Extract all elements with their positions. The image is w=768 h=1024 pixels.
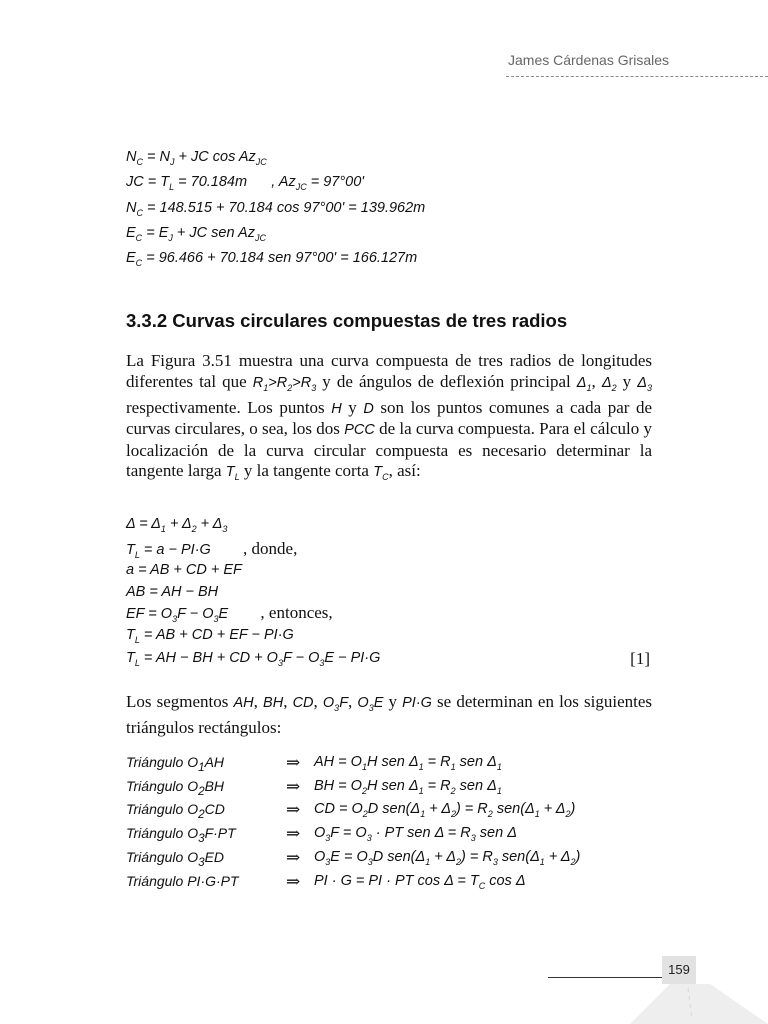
triangle-equation: PI · G = PI · PT $\cos \Delta = T_C$ cos Δ [314, 873, 526, 891]
triangle-label: Triángulo PI·G·PT [126, 873, 239, 889]
paragraph-intro: La Figura 3.51 muestra una curva compuesta de tres radios de longitudes diferentes tal que $R_1>R_2>R_3$ y de ángulos de deflexión principal $\Delta_1$, $\Delta_2$ y $\Delta_3$ respectivamente. Los puntos H y D son los puntos comunes a cada par de curvas circulares, o sea, los dos PCC de la curva compuesta. Para el cálculo y localización de la curva circular compuesta es necesario determinar la tangente larga $T_L$ y la tangente corta $T_C$, así: [126, 351, 653, 483]
equation-tl-final: $T_L$ = AH − BH + CD + $O_3F - O_3E - PI\cdot G$ [126, 650, 381, 668]
triangle-label: Triángulo $O_3F\cdot PT$ [126, 825, 236, 845]
implies-arrow-icon: ⇒ [286, 848, 301, 868]
equation-tl-def: $T_L = a - PI\cdot G$ , donde, [126, 539, 298, 560]
equation-nc-formula: $N_C = N_J$ + JC $\cos Az_{JC}$ [126, 149, 267, 167]
equation-reference-number: [1] [630, 649, 650, 668]
triangle-equation: CD = $O_2D$ $sen(\Delta_1 + \Delta_2) = R_2$ $sen(\Delta_1 + \Delta_2)$ [314, 801, 576, 819]
implies-arrow-icon: ⇒ [286, 777, 301, 797]
footer-rule [548, 977, 662, 978]
triangle-row [126, 849, 686, 871]
equation-a-def: a = AB + CD + EF [126, 562, 242, 578]
header-author: James Cárdenas Grisales [508, 52, 670, 68]
header-dashed-rule [506, 76, 768, 77]
triangle-row [126, 778, 686, 800]
equation-ab-def: AB = AH − BH [126, 584, 219, 600]
triangle-row [126, 754, 686, 776]
triangle-equation: BH = $O_2H$ sen $\Delta_1 = R_2$ sen $\Delta_1$ [314, 778, 502, 796]
page-number: 159 [668, 962, 690, 977]
implies-arrow-icon: ⇒ [286, 824, 301, 844]
triangle-equation: AH = $O_1H$ sen $\Delta_1 = R_1$ sen $\Delta_1$ [314, 754, 502, 772]
implies-arrow-icon: ⇒ [286, 872, 301, 892]
equation-jc-value: JC = $T_L = 70.184m$ , $Az_{JC} = 97^\circ 00'$ [126, 174, 365, 192]
equation-nc-value: $N_C = 148.515 + 70.184$ cos 97°00' = 139.962m [126, 200, 426, 218]
triangle-row [126, 825, 686, 847]
triangle-label: Triángulo $O_1AH$ [126, 754, 225, 774]
triangle-label: Triángulo $O_3ED$ [126, 849, 225, 869]
equation-tl-expanded: $T_L$ = AB + CD + EF − PI·G [126, 627, 294, 645]
triangle-equation: $O_3F = O_3$ · PT sen $\Delta = R_3$ sen Δ [314, 825, 517, 843]
triangle-row [126, 873, 686, 895]
triangle-row [126, 801, 686, 823]
paragraph-segments: Los segmentos AH, BH, CD, $O_3F$, $O_3E$ y PI·G se determinan en los siguientes triángulos rectángulos: [126, 692, 653, 738]
equation-ec-formula: $E_C = E_J$ + JC sen $Az_{JC}$ [126, 225, 266, 243]
equation-delta-sum: $\Delta = \Delta_1 + \Delta_2 + \Delta_3$ [126, 516, 228, 534]
section-heading: 3.3.2 Curvas circulares compuestas de tres radios [126, 310, 568, 331]
implies-arrow-icon: ⇒ [286, 800, 301, 820]
road-decoration-icon [600, 984, 768, 1024]
equation-ec-value: $E_C = 96.466 + 70.184$ sen 97°00' = 166.127m [126, 250, 418, 268]
triangle-label: Triángulo $O_2CD$ [126, 801, 225, 821]
page-number-box [662, 956, 696, 984]
implies-arrow-icon: ⇒ [286, 753, 301, 773]
triangle-equation: $O_3E = O_3D$ $sen(\Delta_1 + \Delta_2) = R_3$ $sen(\Delta_1 + \Delta_2)$ [314, 849, 581, 867]
triangle-label: Triángulo $O_2BH$ [126, 778, 225, 798]
equation-ef-def: EF = $O_3F - O_3E$ , entonces, [126, 603, 333, 624]
